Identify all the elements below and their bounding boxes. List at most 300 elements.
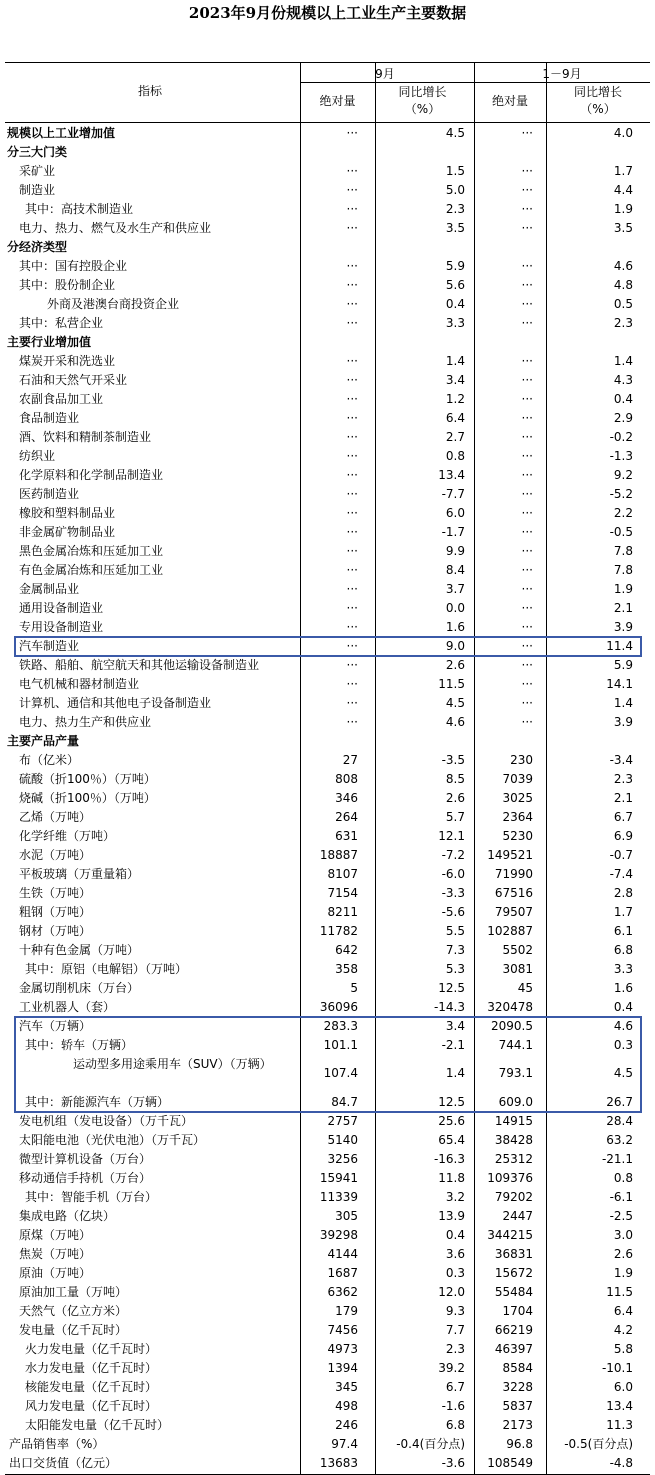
cell-c3: 71990 [494,867,533,881]
cell-c2: 2.7 [445,430,465,444]
cell-c1: 15941 [319,1171,358,1185]
table-row [5,352,650,371]
cell-c2: -1.6 [441,1399,465,1413]
cell-c3: ··· [521,639,533,653]
cell-c1: 107.4 [323,1066,358,1080]
cell-c2: 4.5 [445,126,465,140]
cell-c1: 97.4 [331,1437,358,1451]
cell-c4: -0.5 [609,525,633,539]
cell-c4: 3.9 [613,715,633,729]
table-row [5,675,650,694]
cell-c1: 8211 [327,905,358,919]
cell-c2: -1.7 [441,525,465,539]
cell-c4: -1.3 [609,449,633,463]
cell-c1: ··· [346,658,358,672]
row-label: 有色金属冶炼和压延加工业 [19,563,164,577]
row-label: 太阳能发电量（亿千瓦时） [25,1418,170,1432]
cell-c3: 55484 [494,1285,533,1299]
cell-c3: 7039 [502,772,533,786]
row-label: 生铁（万吨） [19,886,92,900]
cell-c1: ··· [346,202,358,216]
cell-c2: -6.0 [441,867,465,881]
table-row [5,1359,650,1378]
cell-c4: 4.0 [613,126,633,140]
cell-c1: 346 [335,791,358,805]
cell-c1: 2757 [327,1114,358,1128]
table-row [5,618,650,637]
cell-c2: 11.5 [438,677,465,691]
cell-c3: 102887 [487,924,533,938]
cell-c3: ··· [521,677,533,691]
cell-c1: ··· [346,601,358,615]
table-row [5,1226,650,1245]
cell-c4: 0.5 [613,297,633,311]
table-row [5,333,650,352]
cell-c4: 28.4 [606,1114,633,1128]
cell-c4: -2.5 [609,1209,633,1223]
cell-c3: ··· [521,487,533,501]
cell-c4: 4.6 [613,259,633,273]
row-label: 食品制造业 [19,411,80,425]
cell-c4: -5.2 [609,487,633,501]
cell-c3: 3081 [502,962,533,976]
cell-c2: 65.4 [438,1133,465,1147]
cell-c2: 8.4 [445,563,465,577]
row-label: 水力发电量（亿千瓦时） [25,1361,158,1375]
cell-c4: 1.7 [613,164,633,178]
cell-c3: ··· [521,259,533,273]
cell-c3: 66219 [494,1323,533,1337]
cell-c3: ··· [521,468,533,482]
cell-c4: 5.8 [613,1342,633,1356]
cell-c4: 11.5 [606,1285,633,1299]
table-row [5,162,650,181]
cell-c2: 1.6 [445,620,465,634]
table-row [5,1378,650,1397]
row-label: 专用设备制造业 [19,620,104,634]
row-label: 金属制品业 [19,582,80,596]
cell-c1: 5 [350,981,358,995]
row-label: 采矿业 [19,164,56,178]
table-row [5,1264,650,1283]
cell-c2: 6.4 [445,411,465,425]
row-label: 原油加工量（万吨） [19,1285,128,1299]
row-label: 出口交货值（亿元） [9,1456,118,1470]
cell-c3: ··· [521,164,533,178]
cell-c1: 3256 [327,1152,358,1166]
cell-c2: 9.0 [445,639,465,653]
cell-c4: -7.4 [609,867,633,881]
cell-c3: ··· [521,696,533,710]
row-label: 乙烯（万吨） [19,810,92,824]
cell-c1: 39298 [319,1228,358,1242]
row-label: 核能发电量（亿千瓦时） [25,1380,158,1394]
cell-c3: 744.1 [498,1038,533,1052]
cell-c1: 345 [335,1380,358,1394]
header-period-september: 9月 [375,67,395,81]
cell-c4: 3.0 [613,1228,633,1242]
cell-c1: 4973 [327,1342,358,1356]
cell-c1: 36096 [319,1000,358,1014]
cell-c2: 0.4 [445,297,465,311]
cell-c4: 0.4 [613,392,633,406]
row-label: 风力发电量（亿千瓦时） [25,1399,158,1413]
cell-c3: 8584 [502,1361,533,1375]
row-label: 电力、热力生产和供应业 [19,715,152,729]
cell-c3: 5502 [502,943,533,957]
table-row [5,1131,650,1150]
cell-c3: 67516 [494,886,533,900]
header-period-jan-sep: 1－9月 [542,67,582,81]
cell-c4: 1.9 [613,582,633,596]
cell-c2: 6.0 [445,506,465,520]
cell-c1: 11339 [319,1190,358,1204]
page-title: 2023年9月份规模以上工业生产主要数据 [188,4,467,22]
row-label: 外商及港澳台商投资企业 [47,297,180,311]
cell-c4: 2.2 [613,506,633,520]
row-label: 黑色金属冶炼和压延加工业 [19,544,164,558]
table-row [5,1435,650,1454]
row-label: 集成电路（亿块） [19,1209,116,1223]
cell-c1: 5140 [327,1133,358,1147]
cell-c1: 498 [335,1399,358,1413]
cell-c4: 5.9 [613,658,633,672]
row-label: 运动型多用途乘用车（SUV）（万辆） [73,1057,272,1071]
table-row [5,238,650,257]
row-label: 金属切削机床（万台） [19,981,140,995]
cell-c2: 3.4 [445,373,465,387]
row-label: 主要产品产量 [7,734,80,748]
cell-c2: 5.0 [445,183,465,197]
row-label: 钢材（万吨） [19,924,92,938]
table-row [5,960,650,979]
cell-c3: 793.1 [498,1066,533,1080]
cell-c3: ··· [521,316,533,330]
cell-c4: 1.4 [613,696,633,710]
cell-c1: 7154 [327,886,358,900]
cell-c4: 2.3 [613,772,633,786]
row-label: 其中：股份制企业 [19,278,116,292]
row-label: 电气机械和器材制造业 [19,677,140,691]
cell-c4: 6.9 [613,829,633,843]
table-row [5,1207,650,1226]
row-label: 医药制造业 [19,487,80,501]
cell-c2: 7.7 [445,1323,465,1337]
cell-c1: ··· [346,373,358,387]
table-row [5,219,650,238]
row-label: 化学原料和化学制品制造业 [19,468,164,482]
table-row [5,124,650,143]
table-row [5,1397,650,1416]
cell-c2: 5.9 [445,259,465,273]
cell-c2: 11.8 [438,1171,465,1185]
row-label: 非金属矿物制品业 [19,525,116,539]
cell-c4: 2.8 [613,886,633,900]
cell-c2: 6.8 [445,1418,465,1432]
header-abs-1: 绝对量 [319,94,356,108]
cell-c1: ··· [346,126,358,140]
cell-c3: 149521 [487,848,533,862]
cell-c3: 2364 [502,810,533,824]
cell-c2: 0.3 [445,1266,465,1280]
table-row [5,732,650,751]
row-label: 通用设备制造业 [19,601,104,615]
cell-c2: -14.3 [433,1000,465,1014]
cell-c1: 7456 [327,1323,358,1337]
header-growth-2: 同比增长 [573,85,622,99]
cell-c4: 26.7 [606,1095,633,1109]
cell-c3: ··· [521,183,533,197]
row-label: 纺织业 [19,449,56,463]
cell-c2: 8.5 [445,772,465,786]
cell-c1: ··· [346,278,358,292]
table-row [5,1416,650,1435]
cell-c2: 13.9 [438,1209,465,1223]
cell-c2: -3.3 [441,886,465,900]
cell-c4: 1.7 [613,905,633,919]
cell-c3: 36831 [494,1247,533,1261]
cell-c4: 1.9 [613,1266,633,1280]
row-label: 微型计算机设备（万台） [19,1152,152,1166]
cell-c2: 2.3 [445,1342,465,1356]
row-label: 分三大门类 [7,145,68,159]
table-row [5,447,650,466]
cell-c3: 609.0 [498,1095,533,1109]
cell-c4: 9.2 [613,468,633,482]
cell-c1: ··· [346,639,358,653]
cell-c1: ··· [346,183,358,197]
cell-c1: 1687 [327,1266,358,1280]
table-row [5,865,650,884]
cell-c3: ··· [521,373,533,387]
row-label: 焦炭（万吨） [19,1247,92,1261]
cell-c4: 6.1 [613,924,633,938]
cell-c2: 25.6 [438,1114,465,1128]
cell-c1: 179 [335,1304,358,1318]
cell-c3: 3025 [502,791,533,805]
cell-c3: ··· [521,715,533,729]
cell-c2: 0.0 [445,601,465,615]
cell-c4: 6.4 [613,1304,633,1318]
table-row [5,1112,650,1131]
cell-c3: ··· [521,278,533,292]
cell-c1: 358 [335,962,358,976]
table-row [5,542,650,561]
cell-c2: 2.6 [445,791,465,805]
highlight-automobile-output [14,1016,642,1113]
table-row [5,314,650,333]
cell-c1: 246 [335,1418,358,1432]
cell-c4: 0.4 [613,1000,633,1014]
cell-c4: 2.6 [613,1247,633,1261]
table-row [5,941,650,960]
cell-c4: -21.1 [601,1152,633,1166]
header-indicator: 指标 [137,84,162,98]
cell-c3: ··· [521,221,533,235]
cell-c4: 3.9 [613,620,633,634]
cell-c1: ··· [346,677,358,691]
table-row [5,979,650,998]
row-label: 太阳能电池（光伏电池）（万千瓦） [19,1133,206,1147]
cell-c4: -3.4 [609,753,633,767]
table-row [5,1340,650,1359]
cell-c2: 9.9 [445,544,465,558]
table-row [5,143,650,162]
table-row [5,1302,650,1321]
cell-c3: 15672 [494,1266,533,1280]
table-row [5,466,650,485]
cell-c3: 96.8 [506,1437,533,1451]
cell-c3: 3228 [502,1380,533,1394]
cell-c3: 5230 [502,829,533,843]
cell-c1: ··· [346,525,358,539]
row-label: 汽车（万辆） [19,1019,92,1033]
cell-c4: 1.6 [613,981,633,995]
row-label: 石油和天然气开采业 [19,373,128,387]
row-label: 原油（万吨） [19,1266,92,1280]
cell-c3: 108549 [487,1456,533,1470]
cell-c2: 4.5 [445,696,465,710]
cell-c1: 631 [335,829,358,843]
cell-c3: 25312 [494,1152,533,1166]
row-label: 其中：私营企业 [19,316,104,330]
table-row [5,295,650,314]
cell-c2: 2.3 [445,202,465,216]
row-label: 移动通信手持机（万台） [19,1171,152,1185]
cell-c1: ··· [346,316,358,330]
cell-c2: 7.3 [445,943,465,957]
cell-c3: 5837 [502,1399,533,1413]
row-label: 其中：原铝（电解铝）（万吨） [25,962,188,976]
table-row [5,1454,650,1473]
cell-c3: ··· [521,601,533,615]
cell-c4: 11.3 [606,1418,633,1432]
table-row [5,1245,650,1264]
cell-c1: ··· [346,582,358,596]
cell-c1: 18887 [319,848,358,862]
header-growth-1: 同比增长 [398,85,447,99]
table-row [5,257,650,276]
table-row [5,1188,650,1207]
cell-c3: 2173 [502,1418,533,1432]
cell-c3: ··· [521,430,533,444]
cell-c4: -10.1 [601,1361,633,1375]
row-label: 制造业 [19,183,56,197]
header-abs-2: 绝对量 [491,94,528,108]
row-label: 汽车制造业 [19,639,80,653]
cell-c2: 3.6 [445,1247,465,1261]
cell-c4: -6.1 [609,1190,633,1204]
cell-c1: 1394 [327,1361,358,1375]
cell-c3: 14915 [494,1114,533,1128]
row-label: 农副食品加工业 [19,392,104,406]
column-divider [300,62,301,1474]
cell-c4: 3.3 [613,962,633,976]
table-row [5,694,650,713]
table-row [5,770,650,789]
table-row [5,523,650,542]
row-label: 天然气（亿立方米） [19,1304,128,1318]
cell-c1: 11782 [319,924,358,938]
row-label: 布（亿米） [19,753,80,767]
cell-c2: 1.4 [445,354,465,368]
cell-c4: 6.7 [613,810,633,824]
table-row [5,846,650,865]
cell-c2: 12.5 [438,981,465,995]
cell-c2: 12.1 [438,829,465,843]
cell-c3: ··· [521,297,533,311]
cell-c2: -3.5 [441,753,465,767]
cell-c1: ··· [346,563,358,577]
cell-c1: ··· [346,715,358,729]
cell-c1: ··· [346,354,358,368]
cell-c2: 3.4 [445,1019,465,1033]
cell-c1: 305 [335,1209,358,1223]
cell-c4: 0.3 [613,1038,633,1052]
cell-c3: 38428 [494,1133,533,1147]
cell-c4: -0.7 [609,848,633,862]
row-label: 粗钢（万吨） [19,905,92,919]
cell-c1: 8107 [327,867,358,881]
row-label: 分经济类型 [7,240,68,254]
table-row [5,276,650,295]
cell-c4: -4.8 [609,1456,633,1470]
cell-c1: 264 [335,810,358,824]
cell-c1: ··· [346,696,358,710]
cell-c1: ··· [346,164,358,178]
cell-c2: 5.7 [445,810,465,824]
cell-c4: 2.3 [613,316,633,330]
table-row [5,998,650,1017]
cell-c3: 320478 [487,1000,533,1014]
cell-c2: 0.8 [445,449,465,463]
row-label: 平板玻璃（万重量箱） [19,867,140,881]
cell-c3: ··· [521,620,533,634]
cell-c1: ··· [346,506,358,520]
table-row [5,485,650,504]
cell-c4: 2.1 [613,601,633,615]
cell-c4: -0.5(百分点) [564,1437,633,1451]
cell-c3: ··· [521,354,533,368]
row-label: 其中：高技术制造业 [25,202,134,216]
cell-c1: 808 [335,772,358,786]
cell-c2: 9.3 [445,1304,465,1318]
cell-c2: 3.2 [445,1190,465,1204]
row-label: 煤炭开采和洗选业 [19,354,116,368]
cell-c2: 5.5 [445,924,465,938]
table-row [5,1150,650,1169]
row-label: 电力、热力、燃气及水生产和供应业 [19,221,212,235]
header-unit-2: （%） [580,102,616,116]
cell-c2: -2.1 [441,1038,465,1052]
cell-c3: ··· [521,582,533,596]
cell-c1: 84.7 [331,1095,358,1109]
table-row [5,200,650,219]
cell-c4: 7.8 [613,544,633,558]
cell-c3: ··· [521,658,533,672]
cell-c3: 344215 [487,1228,533,1242]
cell-c4: 2.1 [613,791,633,805]
cell-c1: 4144 [327,1247,358,1261]
cell-c1: 27 [342,753,358,767]
cell-c4: 3.5 [613,221,633,235]
cell-c1: 283.3 [323,1019,358,1033]
table-row [5,1283,650,1302]
cell-c2: -3.6 [441,1456,465,1470]
cell-c1: ··· [346,411,358,425]
cell-c4: 4.5 [613,1066,633,1080]
table-row [5,884,650,903]
